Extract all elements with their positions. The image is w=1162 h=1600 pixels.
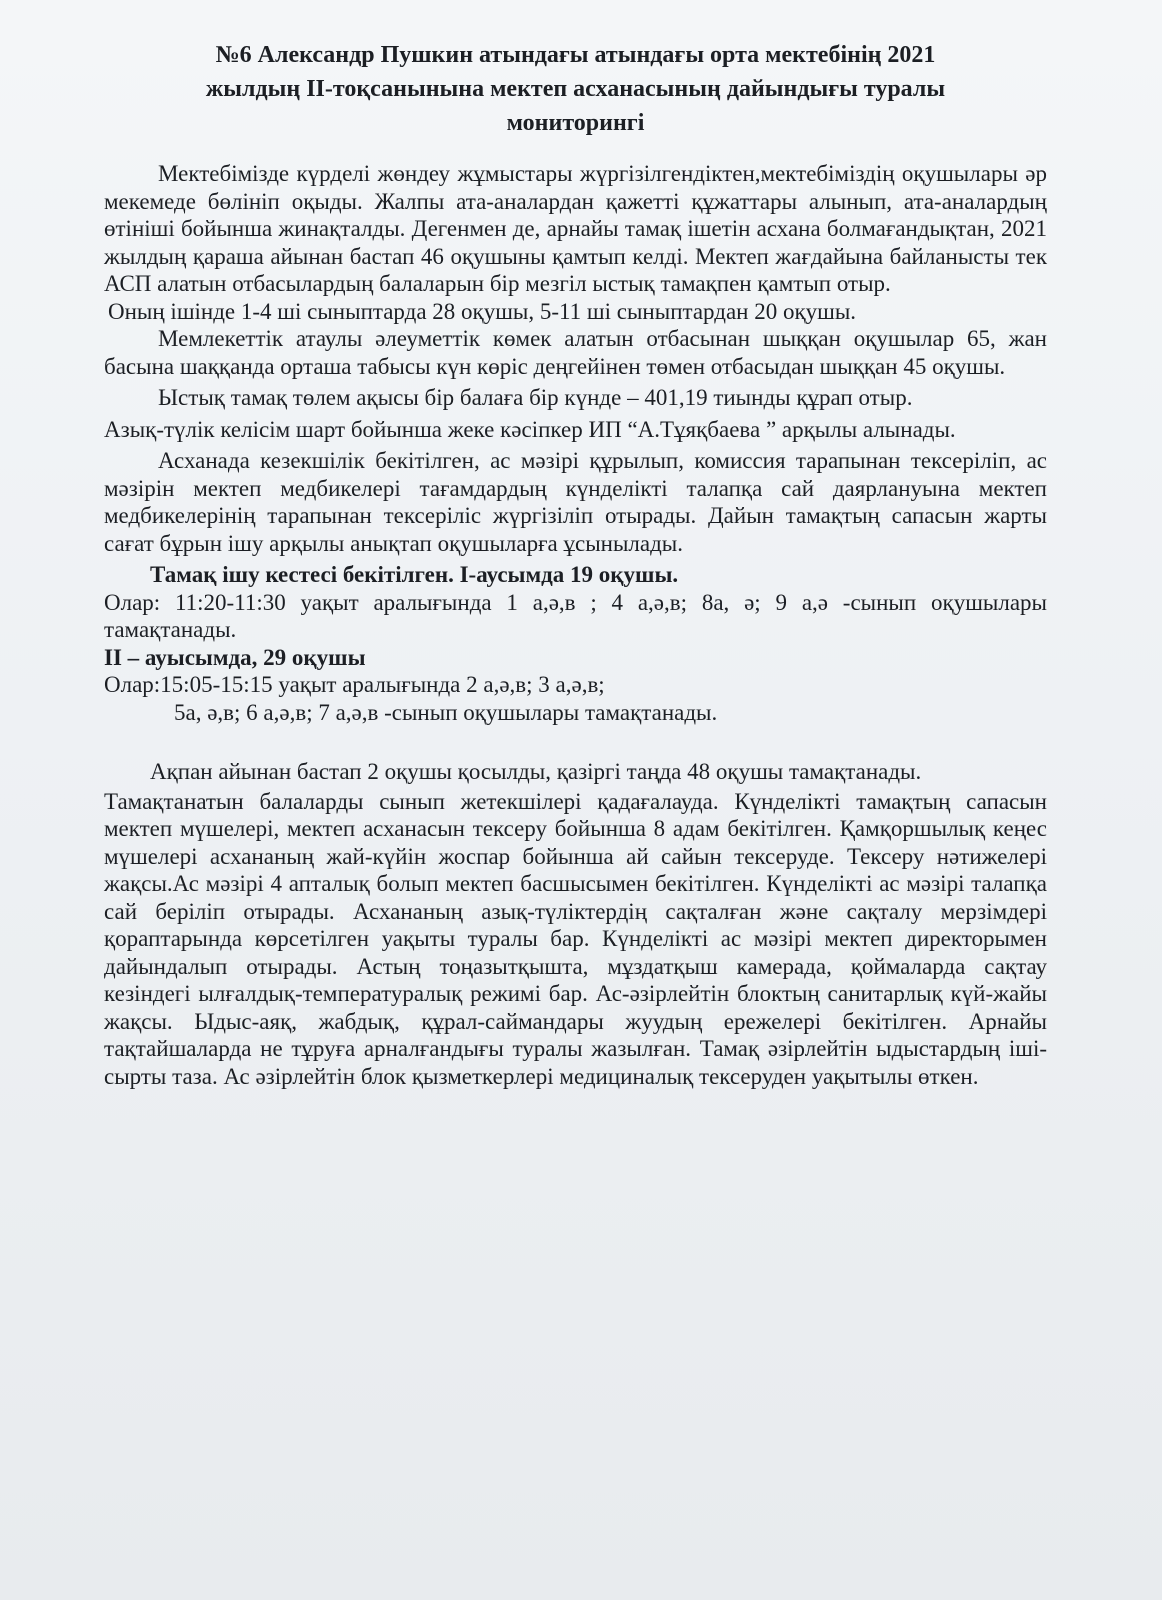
paragraph-shift-2-schedule: Олар:15:05-15:15 уақыт аралығында 2 а,ә,в; 3 а,ә,в; <box>104 672 605 697</box>
spacer <box>104 726 1047 758</box>
paragraph-renovation: Мектебімізде күрделі жөндеу жұмыстары жүргізілгендіктен,мектебіміздің оқушылары әр мекемеде бөлініп оқыды. Жалпы ата-аналардан қажетті құжаттары алынып, ата-аналардың өтініші бойынша жинақталды. Дегенмен де, арнайы тамақ ішетін асхана болмағандықтан, 2021 жылдың қараша айынан бастап 46 оқушыны қамтып келді. Мектеп жағдайына байланысты тек АСП алатын отбасылардың балаларын бір мезгіл ыстық тамақпен қамтып отыр. <box>104 161 1047 296</box>
heading-shift-2: II – ауысымда, 29 оқушы <box>104 644 366 670</box>
paragraph-february: Ақпан айынан бастап 2 оқушы қосылды, қазіргі таңда 48 оқушы тамақтанады. <box>150 759 922 784</box>
paragraph-social-aid: Мемлекеттік атаулы әлеуметтік көмек алатын отбасынан шыққан оқушылар 65, жан басына шаққанда орташа табысы күн көріс деңгейінен төмен отбасыдан шыққан 45 оқушы. <box>104 326 1047 379</box>
paragraph-shift-2-classes: 5а, ә,в; 6 а,ә,в; 7 а,ә,в -сынып оқушылары тамақтанады. <box>174 699 718 725</box>
paragraph-grade-breakdown: Оның ішінде 1-4 ші сыныптарда 28 оқушы, 5-11 ші сыныптардан 20 оқушы. <box>108 298 857 324</box>
paragraph-supplier: Азық-түлік келісім шарт бойынша жеке кәсіпкер ИП “А.Тұяқбаева ” арқылы алынады. <box>104 416 956 442</box>
title-line-1: №6 Александр Пушкин атындағы атындағы орта мектебінің 2021 <box>215 42 936 68</box>
paragraph-menu-control: Асханада кезекшілік бекітілген, ас мәзірі құрылып, комиссия тарапынан тексеріліп, ас мәзірін мектеп медбикелері тағамдардың күнделікті талапқа сай даярлануына мектеп медбикелерінің тарапынан тексеріліс жүргізіліп отырады. Дайын тамақтың сапасын жарты сағат бұрын ішу арқылы анықтап оқушыларға ұсынылады. <box>104 448 1047 556</box>
document-title <box>104 38 1047 140</box>
heading-shift-1: Тамақ ішу кестесі бекітілген. I-аусымда 19 оқушы. <box>150 562 679 587</box>
paragraph-meal-cost: Ыстық тамақ төлем ақысы бір балаға бір күнде – 401,19 тиынды құрап отыр. <box>158 385 913 410</box>
title-line-2: жылдың II-тоқсанынына мектеп асханасының дайындығы туралы <box>205 76 946 102</box>
paragraph-shift-1-schedule: Олар: 11:20-11:30 уақыт аралығында 1 а,ә,в ; 4 а,ә,в; 8а, ә; 9 а,ә -сынып оқушылары тамақтанады. <box>104 589 1047 642</box>
paragraph-supervision: Тамақтанатын балаларды сынып жетекшілері қадағалауда. Күнделікті тамақтың сапасын мектеп мүшелері, мектеп асханасын тексеру бойынша 8 адам бекітілген. Қамқоршылық кеңес мүшелері асхананың жай-күйін жоспар бойынша ай сайын тексеруде. Тексеру нәтижелері жақсы.Ас мәзірі 4 апталық болып мектеп басшысымен бекітілген. Күнделікті ас мәзірі талапқа сай беріліп отырады. Асхананың азық-түліктердің сақталған және сақталу мерзімдері қораптарында көрсетілген уақыты туралы бар. Күнделікті ас мәзірі мектеп директорымен дайындалып отырады. Астың тоңазытқышта, мұздатқыш камерада, қоймаларда сақтау кезіндегі ылғалдық-температуралық режимі бар. Ас-әзірлейтін блоктың санитарлық күй-жайы жақсы. Ыдыс-аяқ, жабдық, құрал-саймандары жуудың ережелері бекітілген. Арнайы тақтайшаларда не тұруға арналғандығы туралы жазылған. Тамақ әзірлейтін ыдыстардың іші-сырты таза. Ас әзірлейтін блок қызметкерлері медициналық тексеруден уақытылы өткен. <box>104 788 1047 1089</box>
title-line-3: мониторингі <box>506 110 645 136</box>
